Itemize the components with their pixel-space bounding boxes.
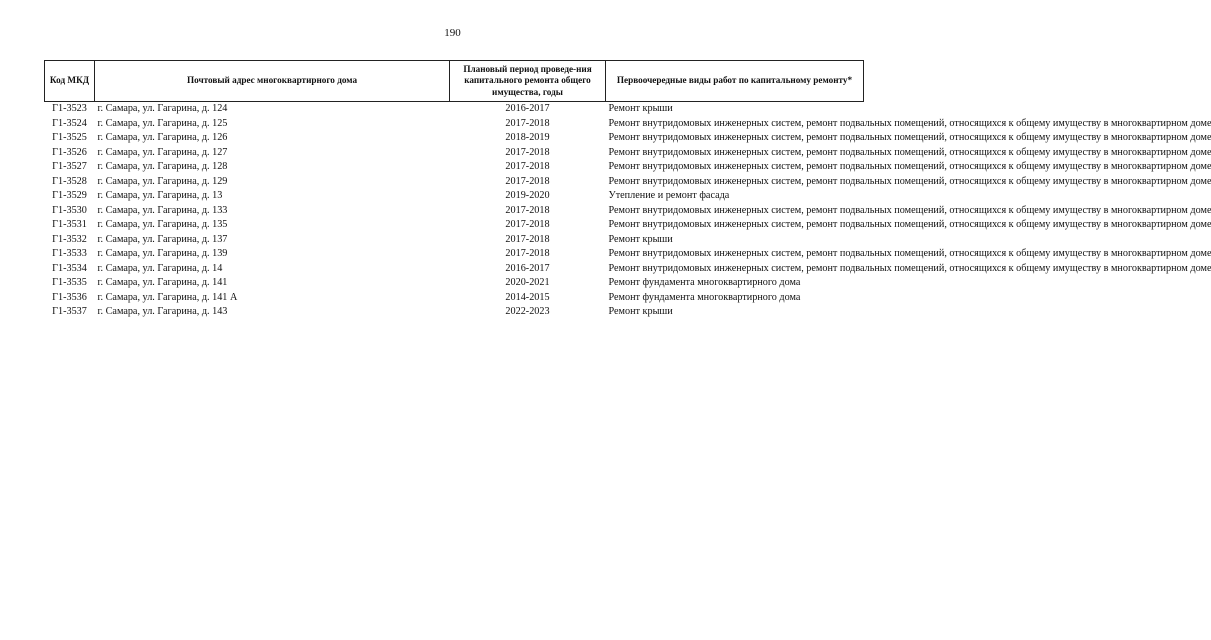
cell-address: г. Самара, ул. Гагарина, д. 141 А [97, 291, 238, 303]
cell-address: г. Самара, ул. Гагарина, д. 126 [97, 132, 228, 143]
cell-period: 2016-2017 [505, 262, 550, 274]
table-row [45, 262, 864, 277]
header-code: Код МКД [45, 61, 95, 102]
table-header-row [45, 61, 864, 102]
cell-works: Ремонт крыши [608, 233, 673, 245]
cell-period: 2014-2015 [505, 291, 550, 303]
table-row [45, 247, 864, 262]
cell-works: Ремонт внутридомовых инженерных систем, ремонт подвальных помещений, относящихся к общему имуществу в многоквартирном доме [608, 204, 1211, 216]
cell-period: 2017-2018 [505, 204, 550, 216]
cell-period: 2017-2018 [505, 219, 550, 230]
cell-address: г. Самара, ул. Гагарина, д. 125 [97, 117, 228, 129]
cell-address: г. Самара, ул. Гагарина, д. 128 [97, 161, 228, 172]
cell-period: 2018-2019 [505, 132, 550, 143]
cell-address: г. Самара, ул. Гагарина, д. 14 [97, 262, 223, 274]
cell-code: Г1-3523 [52, 103, 87, 114]
cell-works: Ремонт внутридомовых инженерных систем, ремонт подвальных помещений, относящихся к общему имуществу в многоквартирном доме [608, 175, 1211, 187]
cell-works: Ремонт внутридомовых инженерных систем, ремонт подвальных помещений, относящихся к общему имуществу в многоквартирном доме [608, 219, 1211, 230]
table-row [45, 276, 864, 291]
cell-period: 2020-2021 [505, 277, 550, 288]
cell-code: Г1-3536 [52, 291, 87, 303]
page-number: 190 [444, 27, 461, 39]
table-row [45, 102, 864, 117]
cell-code: Г1-3529 [52, 190, 87, 201]
cell-works: Ремонт фундамента многоквартирного дома [608, 277, 801, 288]
cell-period: 2016-2017 [505, 103, 550, 114]
table-row [45, 189, 864, 204]
cell-works: Ремонт внутридомовых инженерных систем, ремонт подвальных помещений, относящихся к общему имуществу в многоквартирном доме [608, 262, 1211, 274]
cell-works: Ремонт внутридомовых инженерных систем, ремонт подвальных помещений, относящихся к общему имуществу в многоквартирном доме [608, 117, 1211, 129]
cell-works: Ремонт внутридомовых инженерных систем, ремонт подвальных помещений, относящихся к общему имуществу в многоквартирном доме [608, 146, 1211, 158]
header-address: Почтовый адрес многоквартирного дома [95, 61, 450, 102]
cell-works: Ремонт фундамента многоквартирного дома [608, 291, 801, 303]
table-row [45, 131, 864, 146]
cell-code: Г1-3526 [52, 146, 87, 158]
cell-address: г. Самара, ул. Гагарина, д. 143 [97, 306, 228, 317]
cell-code: Г1-3528 [52, 175, 87, 187]
cell-address: г. Самара, ул. Гагарина, д. 135 [97, 219, 228, 230]
table-row [45, 117, 864, 132]
cell-code: Г1-3524 [52, 117, 87, 129]
header-works: Первоочередные виды работ по капитальному ремонту* [606, 61, 864, 102]
cell-code: Г1-3534 [52, 262, 87, 274]
cell-period: 2022-2023 [505, 306, 550, 317]
cell-code: Г1-3535 [52, 277, 87, 288]
table-row [45, 204, 864, 219]
table-row [45, 291, 864, 306]
cell-period: 2017-2018 [505, 117, 550, 129]
cell-code: Г1-3537 [52, 306, 87, 317]
table-row [45, 218, 864, 233]
cell-code: Г1-3525 [52, 132, 87, 143]
cell-code: Г1-3527 [52, 161, 87, 172]
cell-works: Ремонт крыши [608, 306, 673, 317]
cell-period: 2017-2018 [505, 233, 550, 245]
cell-address: г. Самара, ул. Гагарина, д. 129 [97, 175, 228, 187]
capital-repair-table [44, 60, 1211, 320]
cell-address: г. Самара, ул. Гагарина, д. 137 [97, 233, 228, 245]
cell-works: Ремонт внутридомовых инженерных систем, ремонт подвальных помещений, относящихся к общему имуществу в многоквартирном доме [608, 248, 1211, 259]
cell-works: Ремонт внутридомовых инженерных систем, ремонт подвальных помещений, относящихся к общему имуществу в многоквартирном доме [608, 132, 1211, 143]
cell-period: 2017-2018 [505, 175, 550, 187]
cell-period: 2017-2018 [505, 146, 550, 158]
cell-code: Г1-3531 [52, 219, 87, 230]
cell-code: Г1-3532 [52, 233, 87, 245]
table-row [45, 233, 864, 248]
cell-address: г. Самара, ул. Гагарина, д. 13 [97, 190, 223, 201]
table-row [45, 175, 864, 190]
cell-works: Ремонт крыши [608, 103, 673, 114]
cell-address: г. Самара, ул. Гагарина, д. 133 [97, 204, 228, 216]
cell-address: г. Самара, ул. Гагарина, д. 141 [97, 277, 228, 288]
table-body [45, 102, 1211, 320]
table-row [45, 146, 864, 161]
cell-works: Ремонт внутридомовых инженерных систем, ремонт подвальных помещений, относящихся к общему имуществу в многоквартирном доме [608, 161, 1211, 172]
cell-code: Г1-3530 [52, 204, 87, 216]
cell-code: Г1-3533 [52, 248, 87, 259]
cell-period: 2019-2020 [505, 190, 550, 201]
cell-address: г. Самара, ул. Гагарина, д. 139 [97, 248, 228, 259]
cell-period: 2017-2018 [505, 161, 550, 172]
cell-period: 2017-2018 [505, 248, 550, 259]
table-row [45, 160, 864, 175]
table-row [45, 305, 864, 320]
cell-address: г. Самара, ул. Гагарина, д. 124 [97, 103, 228, 114]
cell-works: Утепление и ремонт фасада [608, 190, 730, 201]
header-period: Плановый период проведе-ния капитального ремонта общего имущества, годы [450, 61, 606, 102]
cell-address: г. Самара, ул. Гагарина, д. 127 [97, 146, 228, 158]
